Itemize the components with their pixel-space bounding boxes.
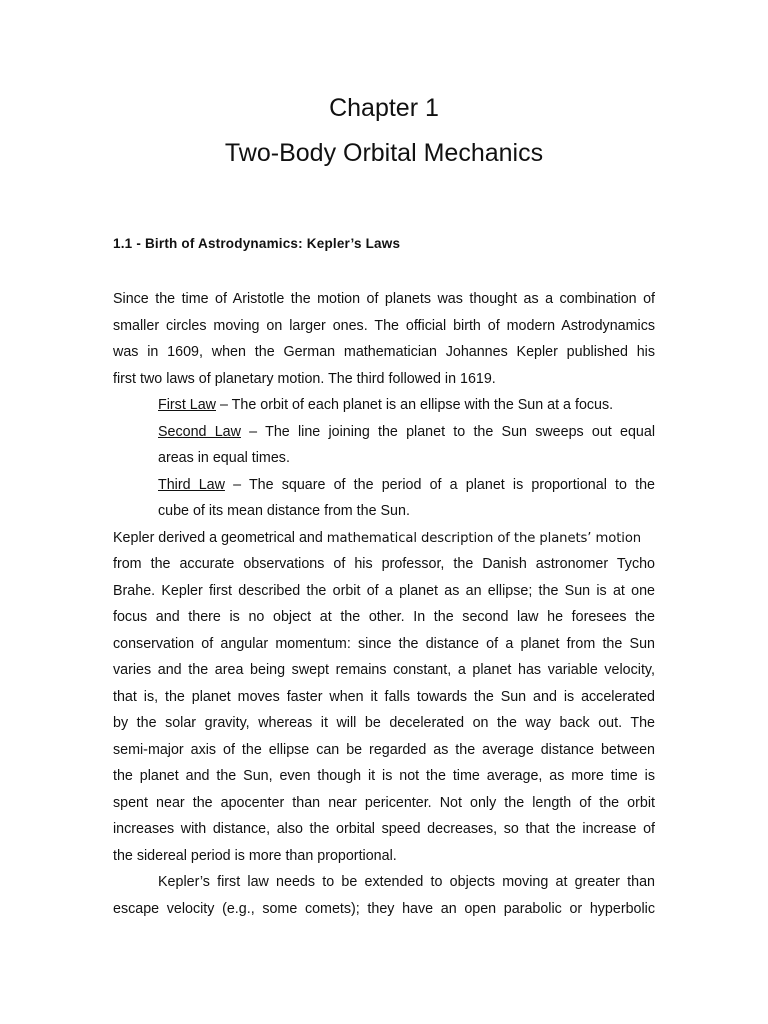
paragraph3-line-2: escape velocity (e.g., some comets); they have an open parabolic or hyperbolic	[113, 900, 655, 917]
second-law	[113, 419, 655, 446]
intro-line-3: was in 1609, when the German mathematician Johannes Kepler published his	[113, 344, 655, 360]
first-law	[113, 392, 655, 419]
intro-line-1: Since the time of Aristotle the motion of planets was thought as a combination of	[113, 291, 655, 307]
chapter-title: Two-Body Orbital Mechanics	[224, 139, 544, 167]
intro-line-4: first two laws of planetary motion. The third followed in 1619.	[113, 370, 496, 387]
third-law	[113, 472, 655, 499]
second-law-text: – The line joining the planet to the Sun sweeps out equal	[240, 423, 655, 440]
paragraph2-line: from the accurate observations of his professor, the Danish astronomer Tycho	[113, 556, 655, 572]
paragraph2-line-1	[113, 525, 655, 552]
body-text	[113, 286, 655, 922]
paragraph2-line: conservation of angular momentum: since the distance of a planet from the Sun	[113, 635, 655, 652]
paragraph2-line: that is, the planet moves faster when it falls towards the Sun and is accelerated	[113, 688, 655, 705]
third-law-continued: cube of its mean distance from the Sun.	[158, 503, 410, 519]
paragraph2-line: increases with distance, also the orbital speed decreases, so that the increase of	[113, 821, 655, 837]
paragraph2-line: by the solar gravity, whereas it will be decelerated on the way back out. The	[113, 715, 655, 731]
paragraph2-line: semi-major axis of the ellipse can be regarded as the average distance between	[113, 741, 655, 758]
third-law-text: – The square of the period of a planet is proportional to the	[224, 476, 655, 493]
second-law-label: Second Law	[158, 423, 241, 440]
paragraph2-line: the sidereal period is more than proportional.	[113, 847, 397, 864]
paragraph2-line: focus and there is no object at the other. In the second law he foresees the	[113, 609, 655, 625]
third-law-label: Third Law	[158, 476, 225, 493]
paragraph2-line: Brahe. Kepler first described the orbit of a planet as an ellipse; the Sun is at one	[113, 582, 655, 599]
paragraph2-line: spent near the apocenter than near pericenter. Not only the length of the orbit	[113, 794, 655, 811]
paragraph3-line-1: Kepler’s first law needs to be extended to objects moving at greater than	[158, 874, 655, 890]
first-law-text: – The orbit of each planet is an ellipse with the Sun at a focus.	[216, 397, 614, 413]
first-law-label: First Law	[158, 397, 216, 413]
paragraph2-line: varies and the area being swept remains constant, a planet has variable velocity,	[113, 662, 655, 678]
second-law-continued: areas in equal times.	[158, 450, 290, 466]
paragraph2-line: the planet and the Sun, even though it is not the time average, as more time is	[113, 768, 655, 784]
chapter-number: Chapter 1	[329, 94, 439, 122]
intro-line-2: smaller circles moving on larger ones. The official birth of modern Astrodynamics	[113, 317, 655, 334]
paragraph2-line-1-end: mathematical description of the planets’ motion	[326, 530, 642, 546]
section-heading: 1.1 - Birth of Astrodynamics: Kepler’s Laws	[113, 236, 401, 251]
paragraph2-line-1-start: Kepler derived a geometrical and	[113, 529, 327, 546]
